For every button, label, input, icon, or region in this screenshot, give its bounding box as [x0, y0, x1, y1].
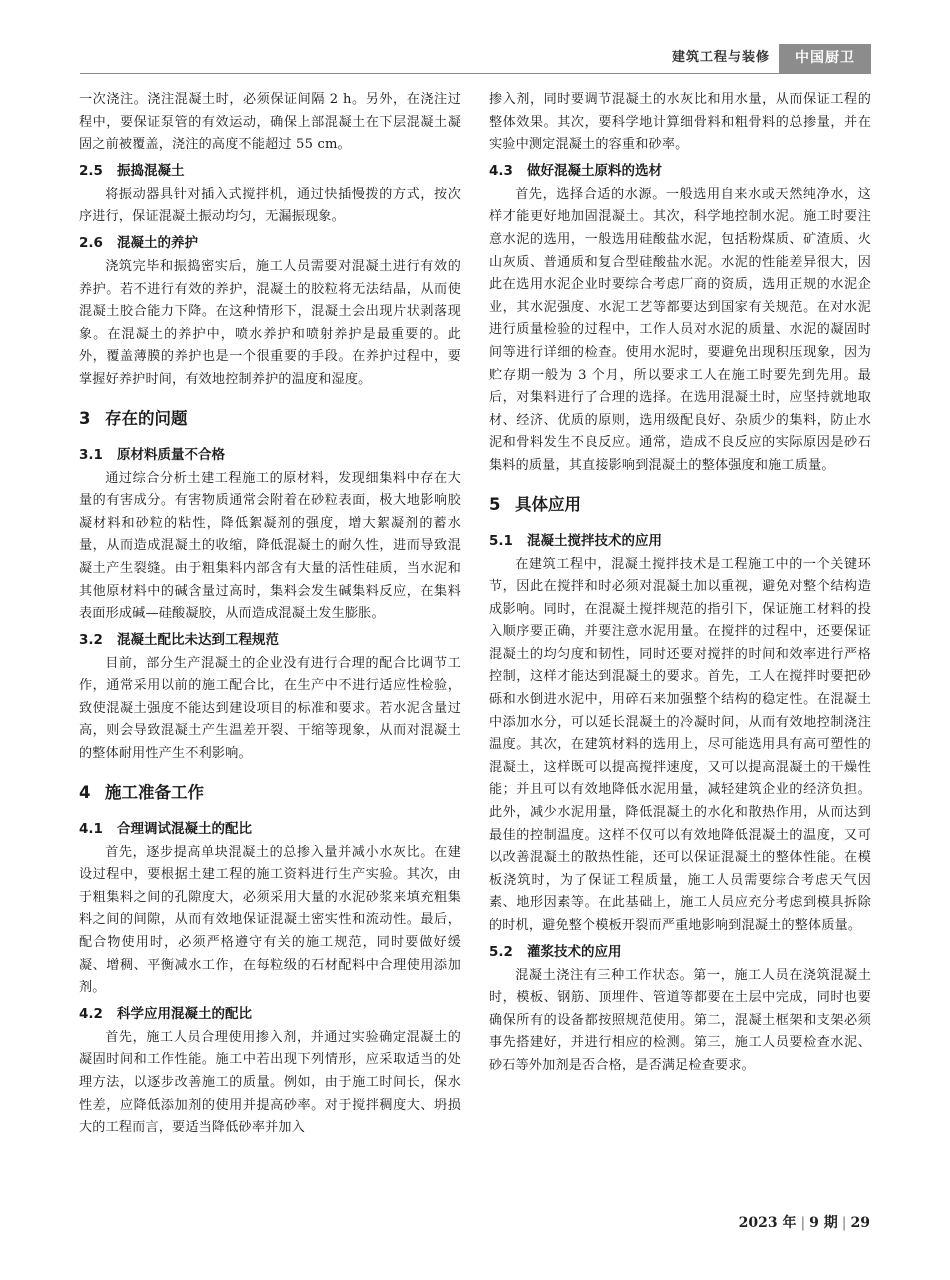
section-heading-4-3: 4.3 做好混凝土原料的选材	[489, 162, 662, 179]
section-heading-4-1: 4.1 合理调试混凝土的配比	[79, 820, 252, 837]
section-heading-2-6: 2.6 混凝土的养护	[79, 234, 198, 251]
section-heading-4-2: 4.2 科学应用混凝土的配比	[79, 1005, 252, 1022]
paragraph-3-2: 目前，部分生产混凝土的企业没有进行合理的配合比调节工作，通常采用以前的施工配合比，在生产中不进行适应性检验，致使混凝土强度不能达到建设项目的标准和要求。若水泥含量过高，则会导致混凝土产生温差开裂、干缩等现象，从而对混凝土的整体耐用性产生不利影响。	[79, 655, 461, 762]
paragraph-5-1: 在建筑工程中，混凝土搅拌技术是工程施工中的一个关键环节，因此在搅拌和时必须对混凝土加以重视，避免对整个结构造成影响。同时，在混凝土搅拌规范的指引下，保证施工材料的投入顺序要正确，并要注意水泥用量。在搅拌的过程中，还要保证混凝土的均匀度和韧性，同时还要对搅拌的时间和效率进行严格控制，这样才能达到混凝土的要求。首先，工人在搅拌时要把砂砾和水倒进水泥中，用碎石来加强整个结构的稳定性。在混凝土中添加水分，可以延长混凝土的冷凝时间，从而有效地控制浇注温度。其次，在建筑材料的选用上，尽可能选用具有高可塑性的混凝土，这样既可以提高搅拌速度，又可以提高混凝土的干燥性能；并且可以有效地降低水泥用量，减轻建筑企业的经济负担。此外，减少水泥用量，降低混凝土的水化和散热作用，从而达到最佳的控制温度。这样不仅可以有效地降低混凝土的温度，又可以改善混凝土的散热性能，还可以保证混凝土的整体性能。在模板浇筑时，为了保证工程质量，施工人员需要综合考虑天气因素、地形因素等。在此基础上，施工人员应充分考虑到模具拆除的时机，避免整个模板开裂而严重地影响到混凝土的整体质量。	[489, 556, 871, 933]
paragraph-3-1: 通过综合分析土建工程施工的原材料，发现细集料中存在大量的有害成分。有害物质通常会附着在砂粒表面，极大地影响胶凝材料和砂粒的粘性，降低絮凝剂的强度，增大絮凝剂的蓄水量，从而造成混凝土的收缩，降低混凝土的耐久性，进而导致混凝土产生裂缝。由于粗集料内部含有大量的活性硅质，当水泥和其他原材料中的碱含量过高时，集料会发生碱集料反应，在集料表面形成碱—硅酸凝胶，从而造成混凝土发生膨胀。	[79, 470, 461, 622]
page-footer: 2023 年 | 9 期 | 29	[738, 1215, 870, 1231]
footer-year: 2023 年	[738, 1215, 797, 1231]
chapter-heading-4: 4 施工准备工作	[79, 782, 204, 802]
paragraph-continued: 一次浇注。浇注混凝土时，必须保证间隔 2 h。另外，在浇注过程中，要保证泵管的有效运动，确保上部混凝土在下层混凝土凝固之前被覆盖，浇注的高度不能超过 55 cm。	[79, 92, 461, 153]
paragraph-5-2: 混凝土浇注有三种工作状态。第一，施工人员在浇筑混凝土时，模板、钢筋、顶埋件、管道等都要在土层中完成，同时也要确保所有的设备都按照规范使用。第二，混凝土框架和支架必须事先搭建好，并进行相应的检测。第三，施工人员要检查水泥、砂石等外加剂是否合格，是否满足检查要求。	[489, 967, 871, 1073]
chapter-heading-5: 5 具体应用	[489, 494, 581, 514]
journal-name-badge: 中国厨卫	[779, 44, 871, 73]
paragraph-2-6: 浇筑完毕和振捣密实后，施工人员需要对混凝土进行有效的养护。若不进行有效的养护，混凝土的胶粒将无法结晶，从而使混凝土胶合能力下降。在这种情形下，混凝土会出现片状剥落现象。在混凝土的养护中，喷水养护和喷射养护是最重要的。此外，覆盖薄膜的养护也是一个很重要的手段。在养护过程中，要掌握好养护时间，有效地控制养护的温度和湿度。	[79, 258, 461, 387]
paragraph-4-2: 首先，施工人员合理使用掺入剂，并通过实验确定混凝土的凝固时间和工作性能。施工中若出现下列情形，应采取适当的处理方法，以逐步改善施工的质量。例如，由于施工时间长，保水性差，应降低添加剂的使用并提高砂率。对于搅拌稠度大、坍损大的工程而言，要适当降低砂率并加入	[79, 1029, 461, 1136]
section-heading-3-1: 3.1 原材料质量不合格	[79, 446, 225, 463]
paragraph-4-1: 首先，逐步提高单块混凝土的总掺入量并减小水灰比。在建设过程中，要根据土建工程的施工资料进行生产实验。其次，由于粗集料之间的孔隙度大，必须采用大量的水泥砂浆来填充粗集料之间的间隙，从而有效地保证混凝土密实性和流动性。最后，配合物使用时，必须严格遵守有关的施工规范，同时要做好缓凝、增稠、平衡减水工作，在每粒级的石材配料中合理使用添加剂。	[79, 844, 461, 996]
chapter-heading-3: 3 存在的问题	[79, 408, 188, 428]
header-divider	[80, 73, 871, 74]
paragraph-2-5: 将振动器具针对插入式搅拌机，通过快插慢拨的方式，按次序进行，保证混凝土振动均匀，无漏振现象。	[79, 186, 461, 225]
section-heading-5-1: 5.1 混凝土搅拌技术的应用	[489, 532, 662, 549]
page-number: 29	[850, 1215, 870, 1231]
paragraph-4-3: 首先，选择合适的水源。一般选用自来水或天然纯净水，这样才能更好地加固混凝土。其次，科学地控制水泥。施工时要注意水泥的选用，一般选用硅酸盐水泥，包括粉煤质、矿渣质、火山灰质、普通质和复合型硅酸盐水泥。水泥的性能差异很大，因此在选用水泥企业时要综合考虑厂商的资质，选用正规的水泥企业，其水泥强度、水泥工艺等都要达到国家有关规范。在对水泥进行质量检验的过程中，工作人员对水泥的质量、水泥的凝固时间等进行详细的检查。使用水泥时，要避免出现积压现象，因为贮存期一般为 3 个月，所以要求工人在施工时要先到先用。最后，对集料进行了合理的选择。在选用混凝土时，应坚持就地取材、经济、优质的原则，选用级配良好、杂质少的集料，防止水泥和骨料发生不良反应。通常，造成不良反应的实际原因是砂石集料的质量，其直接影响到混凝土的整体强度和施工质量。	[489, 186, 871, 473]
left-column	[79, 89, 461, 1140]
right-column	[489, 89, 871, 1078]
footer-issue: 9 期	[809, 1215, 838, 1231]
section-heading-2-5: 2.5 振捣混凝土	[79, 162, 185, 179]
journal-section-title: 建筑工程与装修	[671, 50, 770, 65]
section-heading-3-2: 3.2 混凝土配比未达到工程规范	[79, 631, 279, 648]
paragraph-continued: 掺入剂，同时要调节混凝土的水灰比和用水量，从而保证工程的整体效果。其次，要科学地计算细骨料和粗骨料的总掺量，并在实验中测定混凝土的容重和砂率。	[489, 92, 871, 153]
section-heading-5-2: 5.2 灌浆技术的应用	[489, 943, 622, 960]
